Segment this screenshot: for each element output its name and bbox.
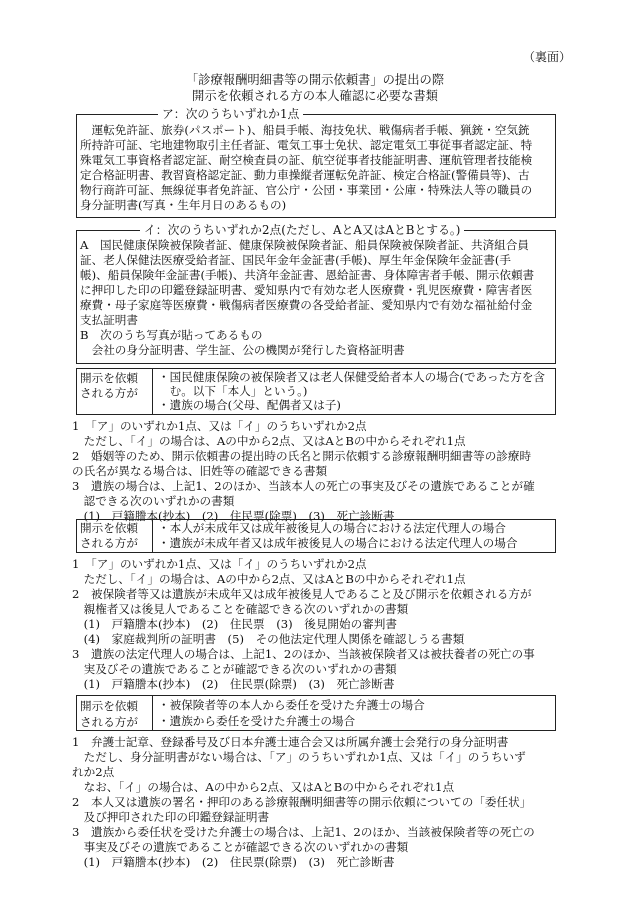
note-line: の氏名が異なる場合は、旧姓等の確認できる書類	[72, 464, 328, 478]
note-line: (1) 戸籍謄本(抄本) (2) 住民票(除票) (3) 死亡診断書	[72, 855, 395, 869]
note-line: ただし、「イ」の場合は、Aの中から2点、又はAとBの中からそれぞれ1点	[72, 434, 466, 448]
note-line: 2 婚姻等のため、開示依頼書の提出時の氏名と開示依頼する診療報酬明細書等の診療時	[72, 449, 532, 463]
box-i-line: 会社の身分証明書、学生証、公の機関が発行した資格証明書	[80, 343, 405, 357]
note-line: なお、「イ」の場合は、Aの中から2点、又はAとBの中からそれぞれ1点	[72, 780, 455, 794]
box-a-legend: ア：次のうちいずれか1点	[158, 107, 303, 121]
section-label-line: 開示を依頼	[80, 521, 138, 535]
note-line: (1) 戸籍謄本(抄本) (2) 住民票 (3) 後見開始の審判書	[72, 617, 397, 631]
box-a-line: 殊電気工事資格者認定証、耐空検査員の証、航空従事者技能証明書、運航管理者技能検	[80, 153, 533, 167]
section-2-label	[77, 520, 153, 552]
note-line: ただし、身分証明書がない場合は、「ア」のうちいずれか1点、又は「イ」のうちいず	[72, 750, 526, 764]
note-line: れか2点	[72, 765, 115, 779]
section-label-line: される方が	[80, 715, 138, 729]
section-item: ・国民健康保険の被保険者又は老人保健受給者本人の場合(であった方を含	[158, 370, 546, 384]
box-i-line: 証、老人保健法医療受給者証、国民年金年金証書(手帳)、厚生年金保険年金証書(手	[80, 253, 511, 267]
note-line: 事実及びその遺族であることが確認できる次のいずれかの書類	[72, 840, 409, 854]
section-1-table	[76, 368, 556, 415]
note-line: 3 遺族の場合は、上記1、2のほか、当該本人の死亡の事実及びその遺族であることが確	[72, 479, 535, 493]
note-line: 親権者又は後見人であることを確認できる次のいずれかの書類	[72, 602, 409, 616]
box-i-line: 帳)、船員保険年金証書(手帳)、共済年金証書、恩給証書、身体障害者手帳、開示依頼書	[80, 268, 535, 282]
note-line: ただし、「イ」の場合は、Aの中から2点、又はAとBの中からそれぞれ1点	[72, 572, 466, 586]
section-1-notes	[72, 419, 535, 524]
note-line: 実及びその遺族であることが確認できる次のいずれかの書類	[72, 662, 397, 676]
box-i-line: に押印した印の印鑑登録証明書、愛知県内で有効な老人医療費・乳児医療費・障害者医	[80, 283, 533, 297]
box-i-line: B 次のうち写真が貼ってあるもの	[80, 328, 263, 342]
box-a-content	[80, 123, 532, 213]
note-line: 2 被保険者等又は遺族が未成年又は成年被後見人であること及び開示を依頼される方が	[72, 587, 532, 601]
section-label-line: される方が	[80, 386, 138, 400]
section-item: ・遺族が未成年者又は成年被後見人の場合における法定代理人の場合	[158, 536, 518, 550]
note-line: 及び押印された印の印鑑登録証明書	[72, 810, 270, 824]
section-1-label	[77, 369, 153, 414]
section-2-notes	[72, 557, 535, 692]
note-line: 1 弁護士記章、登録番号及び日本弁護士連合会又は所属弁護士会発行の身分証明書	[72, 735, 509, 749]
section-3-notes	[72, 735, 535, 870]
box-i-content	[80, 238, 534, 358]
note-line: (1) 戸籍謄本(抄本) (2) 住民票(除票) (3) 死亡診断書	[72, 509, 395, 523]
box-a-line: 物行商許可証、無線従事者免許証、官公庁・公団・事業団・公庫・特殊法人等の職員の	[80, 183, 533, 197]
page-side-label: （裏面）	[523, 50, 572, 64]
box-i-line: A 国民健康保険被保険者証、健康保険被保険者証、船員保険被保険者証、共済組合員	[80, 238, 529, 252]
section-item: ・被保険者等の本人から委任を受けた弁護士の場合	[158, 698, 425, 712]
note-line: 2 本人又は遺族の署名・押印のある診療報酬明細書等の開示依頼についての「委任状」	[72, 795, 532, 809]
section-item: ・遺族から委任を受けた弁護士の場合	[158, 714, 356, 728]
section-label-line: 開示を依頼	[80, 699, 138, 713]
box-a-line: 所持許可証、宅地建物取引主任者証、電気工事士免状、認定電気工事従事者認定証、特	[80, 138, 533, 152]
page-title-line-1: 「診療報酬明細書等の開示依頼書」の提出の際	[185, 73, 445, 87]
box-a-line: 運転免許証、旅券(パスポート)、船員手帳、海技免状、戦傷病者手帳、猟銃・空気銃	[80, 123, 530, 137]
note-line: 3 遺族から委任状を受けた弁護士の場合は、上記1、2のほか、当該被保険者等の死亡の	[72, 825, 535, 839]
note-line: 3 遺族の法定代理人の場合は、上記1、2のほか、当該被保険者又は被扶養者の死亡の事	[72, 647, 535, 661]
section-3-label	[77, 696, 153, 730]
note-line: (1) 戸籍謄本(抄本) (2) 住民票(除票) (3) 死亡診断書	[72, 677, 395, 691]
box-i-line: 支払証明書	[80, 313, 138, 327]
section-2-table	[76, 519, 556, 553]
section-item: ・本人が未成年又は成年被後見人の場合における法定代理人の場合	[158, 521, 506, 535]
section-2-items	[153, 520, 517, 552]
section-3-table	[76, 695, 556, 731]
page-title-line-2: 開示を依頼される方の本人確認に必要な書類	[192, 89, 438, 103]
section-label-line: 開示を依頼	[80, 371, 138, 385]
box-i-line: 療費・母子家庭等医療費・戦傷病者医療費の各受給者証、愛知県内で有効な福祉給付金	[80, 298, 533, 312]
note-line: (4) 家庭裁判所の証明書 (5) その他法定代理人関係を確認しうる書類	[72, 632, 465, 646]
note-line: 認できる次のいずれかの書類	[72, 494, 235, 508]
section-1-items	[153, 369, 545, 414]
section-label-line: される方が	[80, 536, 138, 550]
note-line: 1 「ア」のいずれか1点、又は「イ」のうちいずれか2点	[72, 557, 367, 571]
section-item: む。以下「本人」という。)	[158, 384, 308, 398]
box-a-line: 身分証明書(写真・生年月日のあるもの)	[80, 198, 287, 212]
section-item: ・遺族の場合(父母、配偶者又は子)	[158, 398, 341, 412]
section-3-items	[153, 696, 425, 730]
box-a-line: 定合格証明書、教習資格認定証、動力車操縦者運転免許証、検定合格証(警備員等)、古	[80, 168, 530, 182]
box-i-legend: イ：次のうちいずれか2点(ただし、AとA又はAとBとする。)	[140, 223, 464, 237]
note-line: 1 「ア」のいずれか1点、又は「イ」のうちいずれか2点	[72, 419, 367, 433]
